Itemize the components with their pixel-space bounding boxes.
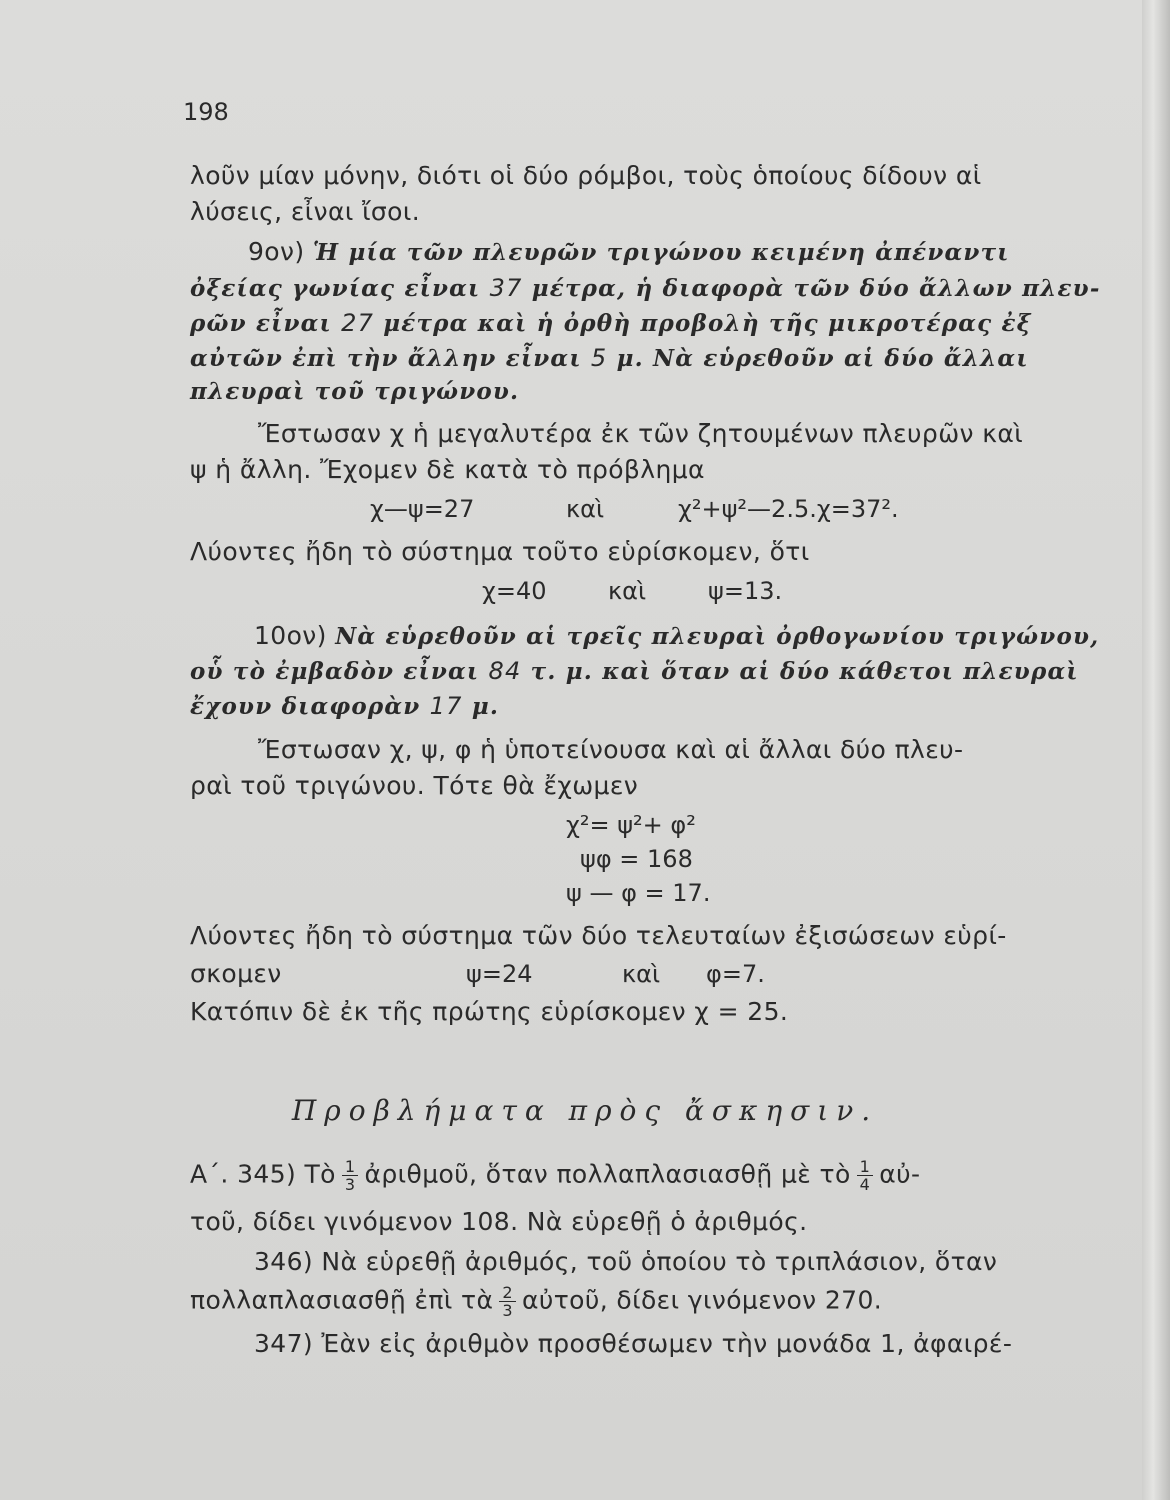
problem-9-equation-1-and: καὶ	[566, 495, 605, 523]
page-edge	[1142, 0, 1170, 1500]
problem-9-label: 9ον)	[248, 237, 305, 266]
problem-10-label: 10ον)	[254, 621, 327, 650]
problem-9-equation-1-right: χ²+ψ²—2.5.χ=37².	[678, 495, 899, 523]
problem-9-result-and: καὶ	[608, 577, 647, 605]
problem-10-equation-3: ψ — φ = 17.	[566, 879, 711, 907]
intro-line-1: λοῦν μίαν μόνην, διότι οἱ δύο ρόμβοι, τοὺς ὁποίους δίδουν αἱ	[190, 161, 982, 190]
problem-10-solution-right: φ=7.	[706, 960, 765, 988]
problem-10-solution-line-4: σκομεν	[190, 959, 282, 988]
problem-10-equation-1: χ²= ψ²+ φ²	[566, 811, 696, 839]
fraction-one-third: $\frac{1}{3}$	[342, 1158, 359, 1193]
problem-10-solution-line-3: Λύοντες ἤδη τὸ σύστημα τῶν δύο τελευταίων ἐξισώσεων εὑρί-	[190, 921, 1007, 950]
page-number: 198	[183, 98, 229, 126]
problem-9-equation-1-left: χ—ψ=27	[370, 495, 475, 523]
exercise-346-line-1: 346) Νὰ εὑρεθῇ ἀριθμός, τοῦ ὁποίου τὸ τριπλάσιον, ὅταν	[254, 1247, 998, 1276]
intro-line-2: λύσεις, εἶναι ἴσοι.	[190, 197, 421, 226]
exercise-346-line-2: πολλαπλασιασθῇ ἐπὶ τὰ $\frac{2}{3}$ αὐτοῦ, δίδει γινόμενον 270.	[190, 1283, 883, 1320]
problem-9-statement-line-1: 9ον) Ἡ μία τῶν πλευρῶν τριγώνου κειμένη ἀπέναντι	[248, 237, 1010, 266]
section-heading: Προβλήματα πρὸς ἄσκησιν.	[291, 1094, 879, 1127]
problem-10-equation-2: ψφ = 168	[580, 845, 693, 873]
problem-10-solution-left: ψ=24	[466, 960, 533, 988]
exercise-345-line-2: τοῦ, δίδει γινόμενον 108. Νὰ εὑρεθῇ ὁ ἀριθμός.	[190, 1207, 808, 1236]
problem-9-solution-line-1: Ἔστωσαν χ ἡ μεγαλυτέρα ἐκ τῶν ζητουμένων πλευρῶν καὶ	[258, 419, 1024, 448]
problem-10-statement-line-3: ἔχουν διαφορὰν 17 μ.	[190, 692, 500, 720]
exercise-345-line-1: Α΄. 345) Τὸ $\frac{1}{3}$ ἀριθμοῦ, ὅταν πολλαπλασιασθῇ μὲ τὸ $\frac{1}{4}$ αὐ-	[190, 1157, 921, 1194]
problem-10-statement-line-2: οὗ τὸ ἐμβαδὸν εἶναι 84 τ. μ. καὶ ὅταν αἱ δύο κάθετοι πλευραὶ	[190, 657, 1079, 685]
problem-10-solution-line-5: Κατόπιν δὲ ἐκ τῆς πρώτης εὑρίσκομεν χ = 25.	[190, 997, 789, 1026]
problem-9-solution-line-3: Λύοντες ἤδη τὸ σύστημα τοῦτο εὑρίσκομεν, ὅτι	[190, 537, 810, 566]
problem-9-result-left: χ=40	[482, 577, 547, 605]
problem-10-solution-and: καὶ	[622, 960, 661, 988]
problem-10-statement-line-1: 10ον) Νὰ εὑρεθοῦν αἱ τρεῖς πλευραὶ ὀρθογωνίου τριγώνου,	[254, 621, 1100, 650]
problem-10-solution-line-2: ραὶ τοῦ τριγώνου. Τότε θὰ ἔχωμεν	[190, 771, 639, 800]
problem-9-statement-line-4: αὐτῶν ἐπὶ τὴν ἄλλην εἶναι 5 μ. Νὰ εὑρεθοῦν αἱ δύο ἄλλαι	[190, 344, 1029, 372]
problem-9-statement-line-3: ρῶν εἶναι 27 μέτρα καὶ ἡ ὀρθὴ προβολὴ τῆς μικροτέρας ἐξ	[190, 309, 1032, 337]
problem-10-solution-line-1: Ἔστωσαν χ, ψ, φ ἡ ὑποτείνουσα καὶ αἱ ἄλλαι δύο πλευ-	[258, 735, 964, 764]
problem-9-result-right: ψ=13.	[708, 577, 783, 605]
problem-9-solution-line-2: ψ ἡ ἄλλη. Ἔχομεν δὲ κατὰ τὸ πρόβλημα	[190, 455, 705, 484]
exercise-347-line-1: 347) Ἐὰν εἰς ἀριθμὸν προσθέσωμεν τὴν μονάδα 1, ἀφαιρέ-	[254, 1329, 1013, 1358]
fraction-one-fourth: $\frac{1}{4}$	[857, 1158, 874, 1193]
problem-9-statement-line-5: πλευραὶ τοῦ τριγώνου.	[190, 378, 520, 405]
problem-9-statement-line-2: ὀξείας γωνίας εἶναι 37 μέτρα, ἡ διαφορὰ τῶν δύο ἄλλων πλευ-	[190, 274, 1101, 302]
fraction-two-thirds: $\frac{2}{3}$	[499, 1284, 516, 1319]
